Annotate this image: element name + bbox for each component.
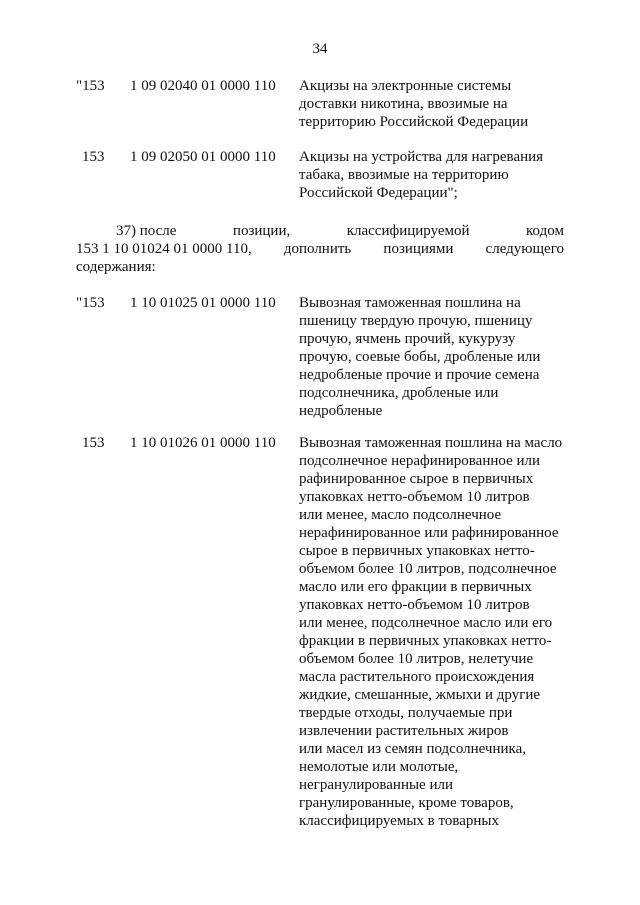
name-line: немолотые или молотые,: [299, 759, 459, 775]
name-line: рафинированное сырое в первичных: [299, 471, 534, 487]
name-line: масло или его фракции в первичных: [299, 579, 532, 595]
paragraph-line: 153 1 10 01024 01 0000 110, дополнить позициями следующего: [76, 241, 564, 257]
name-line: недробленые: [299, 403, 383, 419]
name-line: нерафинированное или рафинированное: [299, 525, 559, 541]
name-line: упаковках нетто-объемом 10 литров: [299, 597, 530, 613]
name-line: объемом более 10 литров, нелетучие: [299, 651, 534, 667]
name-line: негранулированные или: [299, 777, 453, 793]
name-line: Акцизы на электронные системы: [299, 78, 512, 94]
name-line: Вывозная таможенная пошлина на: [299, 295, 521, 311]
revenue-name: [299, 294, 569, 420]
name-line: пшеницу твердую прочую, пшеницу: [299, 313, 533, 329]
name-line: или менее, масло подсолнечное: [299, 507, 502, 523]
paragraph-line: содержания:: [76, 259, 156, 275]
name-line: прочую, соевые бобы, дробленые или: [299, 349, 541, 365]
name-line: табака, ввозимые на территорию: [299, 167, 509, 183]
name-line: масла растительного происхождения: [299, 669, 535, 685]
name-line: прочую, ячмень прочий, кукурузу: [299, 331, 516, 347]
name-line: Вывозная таможенная пошлина на масло: [299, 435, 563, 451]
name-line: подсолнечное нерафинированное или: [299, 453, 541, 469]
name-line: сырое в первичных упаковках нетто-: [299, 543, 535, 559]
admin-code: "153: [76, 78, 105, 94]
name-line: гранулированные, кроме товаров,: [299, 795, 514, 811]
admin-code: 153: [82, 435, 105, 451]
name-line: территорию Российской Федерации: [299, 114, 529, 130]
page-number: 34: [312, 41, 328, 57]
name-line: классифицируемых в товарных: [299, 813, 499, 829]
name-line: жидкие, смешанные, жмыхи и другие: [299, 687, 541, 703]
name-line: или масел из семян подсолнечника,: [299, 741, 526, 757]
name-line: или менее, подсолнечное масло или его: [299, 615, 553, 631]
revenue-name: [299, 434, 569, 830]
name-line: недробленые прочие и прочие семена: [299, 367, 540, 383]
budget-classification-code: 1 10 01026 01 0000 110: [130, 435, 276, 451]
budget-classification-code: 1 09 02040 01 0000 110: [130, 78, 276, 94]
paragraph-line: 37) после позиции, классифицируемой кодом: [116, 223, 564, 239]
revenue-name: [299, 77, 569, 131]
name-line: Акцизы на устройства для нагревания: [299, 149, 544, 165]
budget-classification-code: 1 09 02050 01 0000 110: [130, 149, 276, 165]
name-line: извлечении растительных жиров: [299, 723, 509, 739]
name-line: фракции в первичных упаковках нетто-: [299, 633, 552, 649]
name-line: Российской Федерации";: [299, 185, 458, 201]
revenue-name: [299, 148, 569, 202]
name-line: твердые отходы, получаемые при: [299, 705, 513, 721]
admin-code: "153: [76, 295, 105, 311]
admin-code: 153: [82, 149, 105, 165]
budget-classification-code: 1 10 01025 01 0000 110: [130, 295, 276, 311]
name-line: подсолнечника, дробленые или: [299, 385, 499, 401]
amendment-paragraph: [76, 222, 564, 276]
name-line: объемом более 10 литров, подсолнечное: [299, 561, 557, 577]
name-line: упаковках нетто-объемом 10 литров: [299, 489, 530, 505]
name-line: доставки никотина, ввозимые на: [299, 96, 508, 112]
